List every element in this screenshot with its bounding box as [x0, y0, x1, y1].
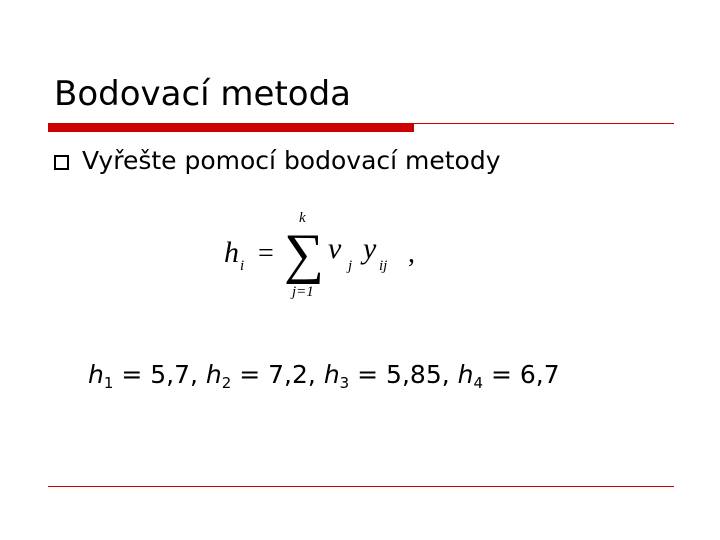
hollow-square-bullet-icon: [54, 155, 69, 170]
result-var: h: [457, 360, 474, 389]
result-item: [205, 360, 324, 392]
formula-term-v-sub: j: [348, 258, 353, 274]
result-sub: 4: [473, 374, 484, 392]
footer-rule: [48, 486, 674, 487]
results-line: [88, 358, 560, 392]
result-var: h: [323, 360, 340, 389]
result-sub: 3: [339, 374, 350, 392]
formula-lhs: h: [224, 236, 239, 269]
formula-term-y-sub: ij: [379, 258, 388, 274]
formula-sum-upper: k: [299, 210, 306, 226]
result-item: [88, 360, 206, 392]
result-value: = 5,85,: [349, 360, 458, 389]
result-sub: 1: [103, 374, 114, 392]
result-var: h: [205, 360, 222, 389]
result-var: h: [88, 360, 104, 389]
formula-trailing-comma: ,: [408, 238, 415, 269]
formula-sum-symbol: ∑: [284, 223, 324, 285]
title-thin-rule: [414, 123, 674, 124]
slide-title: Bodovací metoda: [54, 74, 352, 114]
result-item: [323, 360, 458, 392]
result-sub: 2: [221, 374, 232, 392]
formula-term-v: v: [328, 232, 342, 265]
formula-sum-lower: j=1: [292, 284, 314, 300]
scoring-formula: [220, 200, 430, 310]
formula-term-y: y: [363, 232, 377, 265]
formula-equals: =: [258, 238, 274, 269]
formula-lhs-sub: i: [240, 258, 245, 274]
bullet-text: Vyřešte pomocí bodovací metody: [82, 146, 501, 175]
result-value: = 5,7,: [113, 360, 206, 389]
result-item: [457, 360, 560, 392]
result-value: = 6,7: [483, 360, 560, 389]
bullet-item: [54, 145, 501, 177]
title-accent-rule: [48, 123, 414, 132]
result-value: = 7,2,: [231, 360, 324, 389]
